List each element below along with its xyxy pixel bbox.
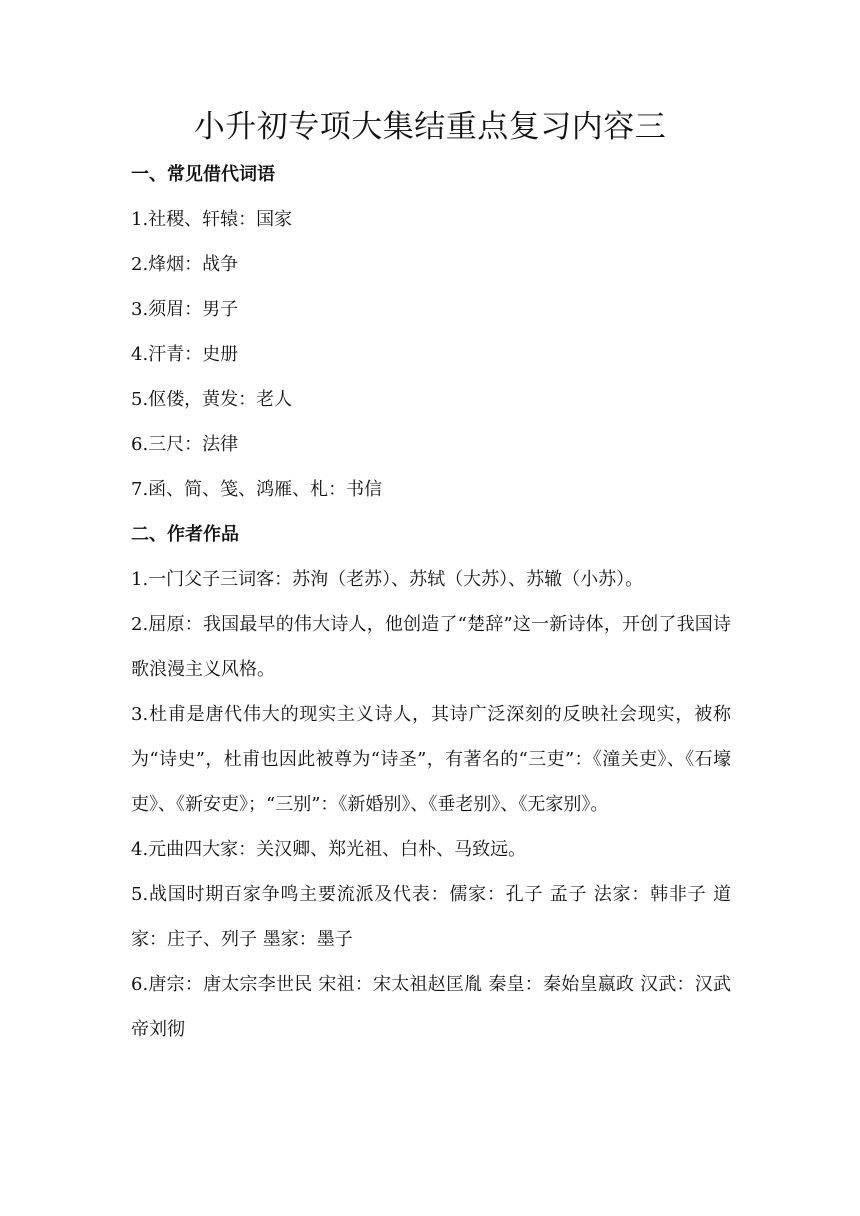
list-item: 6.唐宗：唐太宗李世民 宋祖：宋太祖赵匡胤 秦皇：秦始皇嬴政 汉武：汉武帝刘彻	[131, 974, 731, 1040]
list-item: 5.伛偻，黄发：老人	[131, 389, 293, 410]
list-item: 1.一门父子三词客：苏洵（老苏）、苏轼（大苏）、苏辙（小苏）。	[131, 569, 644, 590]
list-item: 5.战国时期百家争鸣主要流派及代表：儒家：孔子 孟子 法家：韩非子 道家：庄子、列子 墨家：墨子	[131, 884, 731, 950]
section-heading-authors-works: 二、作者作品	[131, 524, 239, 545]
list-item: 7.函、简、笺、鸿雁、札：书信	[131, 479, 383, 500]
list-item: 4.汗青：史册	[131, 344, 239, 365]
document-title: 小升初专项大集结重点复习内容三	[193, 109, 667, 145]
list-item: 2.屈原：我国最早的伟大诗人，他创造了“楚辞”这一新诗体，开创了我国诗歌浪漫主义风格。	[131, 614, 731, 680]
document-body	[131, 152, 731, 1052]
list-item: 1.社稷、轩辕：国家	[131, 209, 293, 230]
list-item: 4.元曲四大家：关汉卿、郑光祖、白朴、马致远。	[131, 839, 527, 860]
section-heading-metonymy: 一、常见借代词语	[131, 164, 275, 185]
list-item: 2.烽烟：战争	[131, 254, 239, 275]
list-item: 3.杜甫是唐代伟大的现实主义诗人，其诗广泛深刻的反映社会现实，被称为“诗史”，杜甫也因此被尊为“诗圣”，有著名的“三吏”：《潼关吏》、《石壕吏》、《新安吏》；“三别”：《新婚别》、《垂老别》、《无家别》。	[131, 704, 731, 815]
list-item: 3.须眉：男子	[131, 299, 239, 320]
list-item: 6.三尺：法律	[131, 434, 239, 455]
